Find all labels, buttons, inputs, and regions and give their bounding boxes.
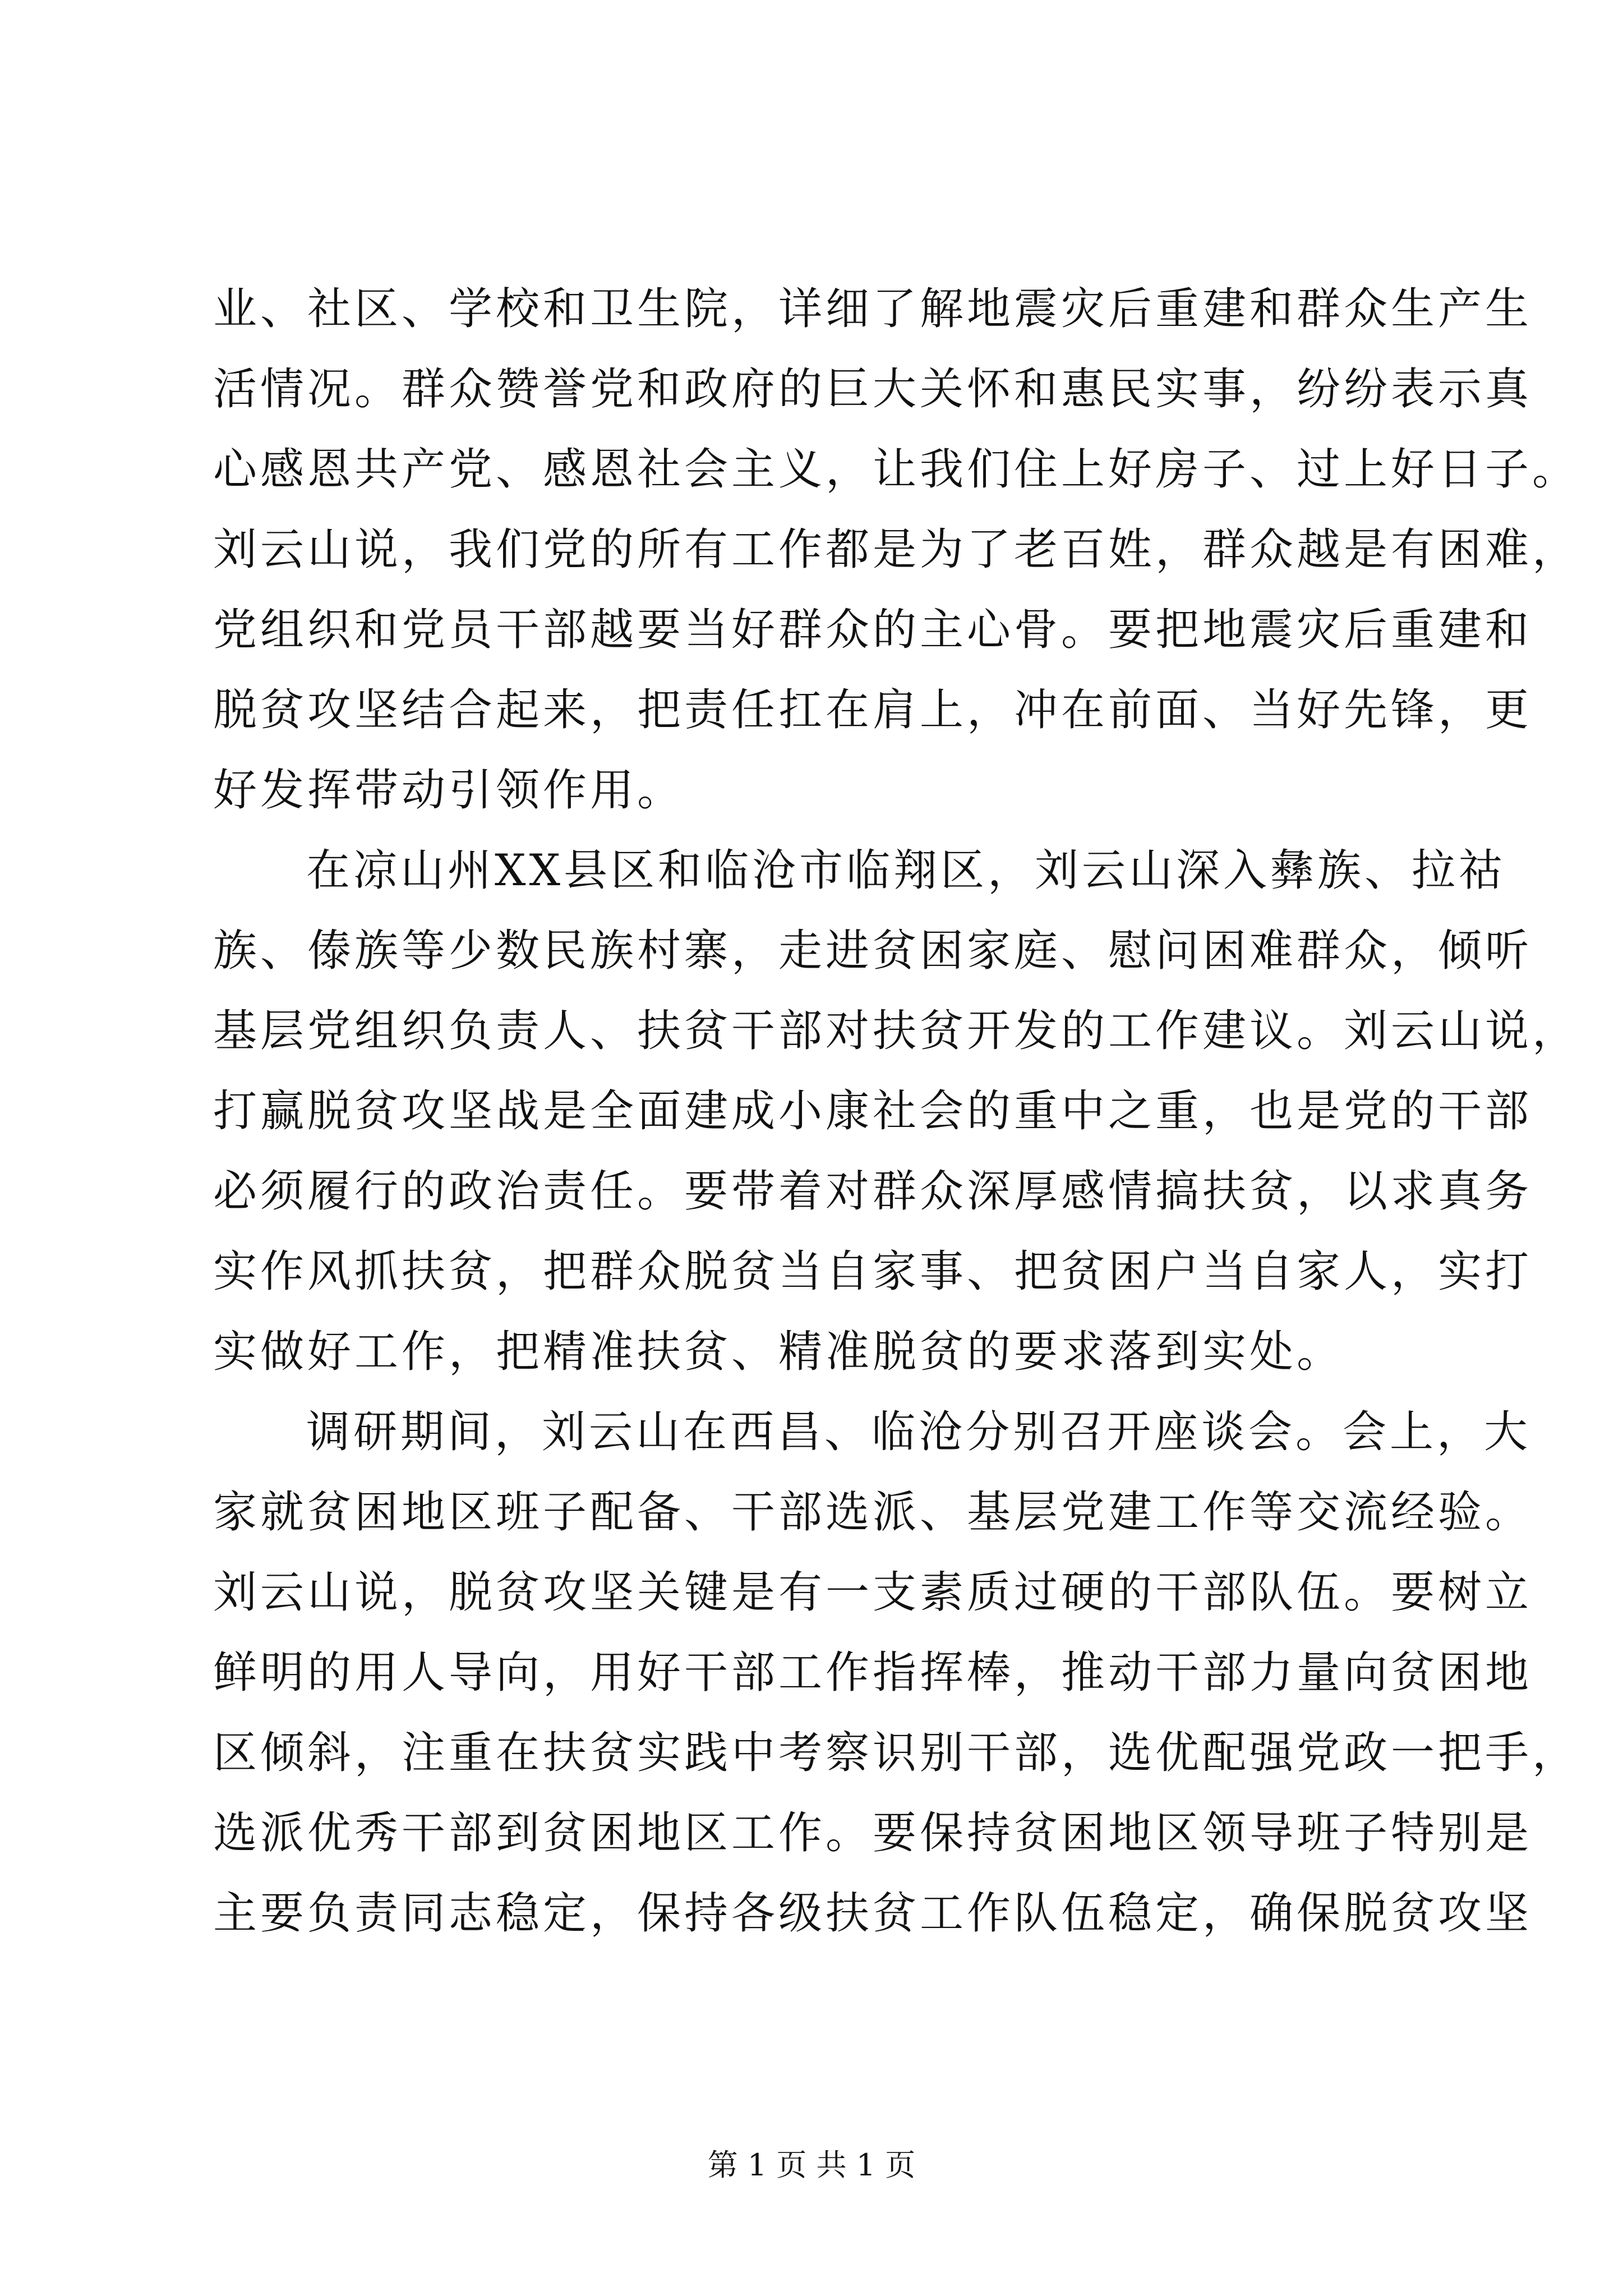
text-line: 实做好工作，把精准扶贫、精准脱贫的要求落到实处。	[213, 1327, 1344, 1377]
text-line: 鲜明的用人导向，用好干部工作指挥棒，推动干部力量向贫困地	[213, 1648, 1533, 1698]
text-line: 刘云山说，脱贫攻坚关键是有一支素质过硬的干部队伍。要树立	[213, 1567, 1533, 1618]
text-line: 基层党组织负责人、扶贫干部对扶贫开发的工作建议。刘云山说，	[213, 1006, 1580, 1056]
text-line: 业、社区、学校和卫生院，详细了解地震灾后重建和群众生产生	[213, 284, 1533, 334]
paragraph-first-line: 调研期间，刘云山在西昌、临沧分别召开座谈会。会上，大	[306, 1407, 1532, 1457]
page-number-footer: 第 1 页 共 1 页	[707, 2147, 916, 2183]
text-line: 家就贫困地区班子配备、干部选派、基层党建工作等交流经验。	[213, 1487, 1533, 1538]
text-line: 心感恩共产党、感恩社会主义，让我们住上好房子、过上好日子。	[213, 444, 1580, 495]
text-line: 区倾斜，注重在扶贫实践中考察识别干部，选优配强党政一把手，	[213, 1728, 1580, 1778]
text-line: 好发挥带动引领作用。	[213, 765, 685, 816]
text-line: 打赢脱贫攻坚战是全面建成小康社会的重中之重，也是党的干部	[213, 1086, 1533, 1137]
text-line: 刘云山说，我们党的所有工作都是为了老百姓，群众越是有困难，	[213, 524, 1580, 575]
paragraph-first-line: 在凉山州XX县区和临沧市临翔区，刘云山深入彝族、拉祜	[306, 845, 1506, 896]
text-line: 党组织和党员干部越要当好群众的主心骨。要把地震灾后重建和	[213, 605, 1533, 655]
text-line: 活情况。群众赞誉党和政府的巨大关怀和惠民实事，纷纷表示真	[213, 364, 1533, 415]
text-line: 选派优秀干部到贫困地区工作。要保持贫困地区领导班子特别是	[213, 1808, 1533, 1858]
text-line: 实作风抓扶贫，把群众脱贫当自家事、把贫困户当自家人，实打	[213, 1246, 1533, 1297]
body-text	[213, 269, 1580, 1954]
text-line: 必须履行的政治责任。要带着对群众深厚感情搞扶贫，以求真务	[213, 1166, 1533, 1217]
text-line: 族、傣族等少数民族村寨，走进贫困家庭、慰问困难群众，倾听	[213, 926, 1533, 976]
text-line: 主要负责同志稳定，保持各级扶贫工作队伍稳定，确保脱贫攻坚	[213, 1888, 1533, 1939]
text-line: 脱贫攻坚结合起来，把责任扛在肩上，冲在前面、当好先锋，更	[213, 685, 1533, 735]
